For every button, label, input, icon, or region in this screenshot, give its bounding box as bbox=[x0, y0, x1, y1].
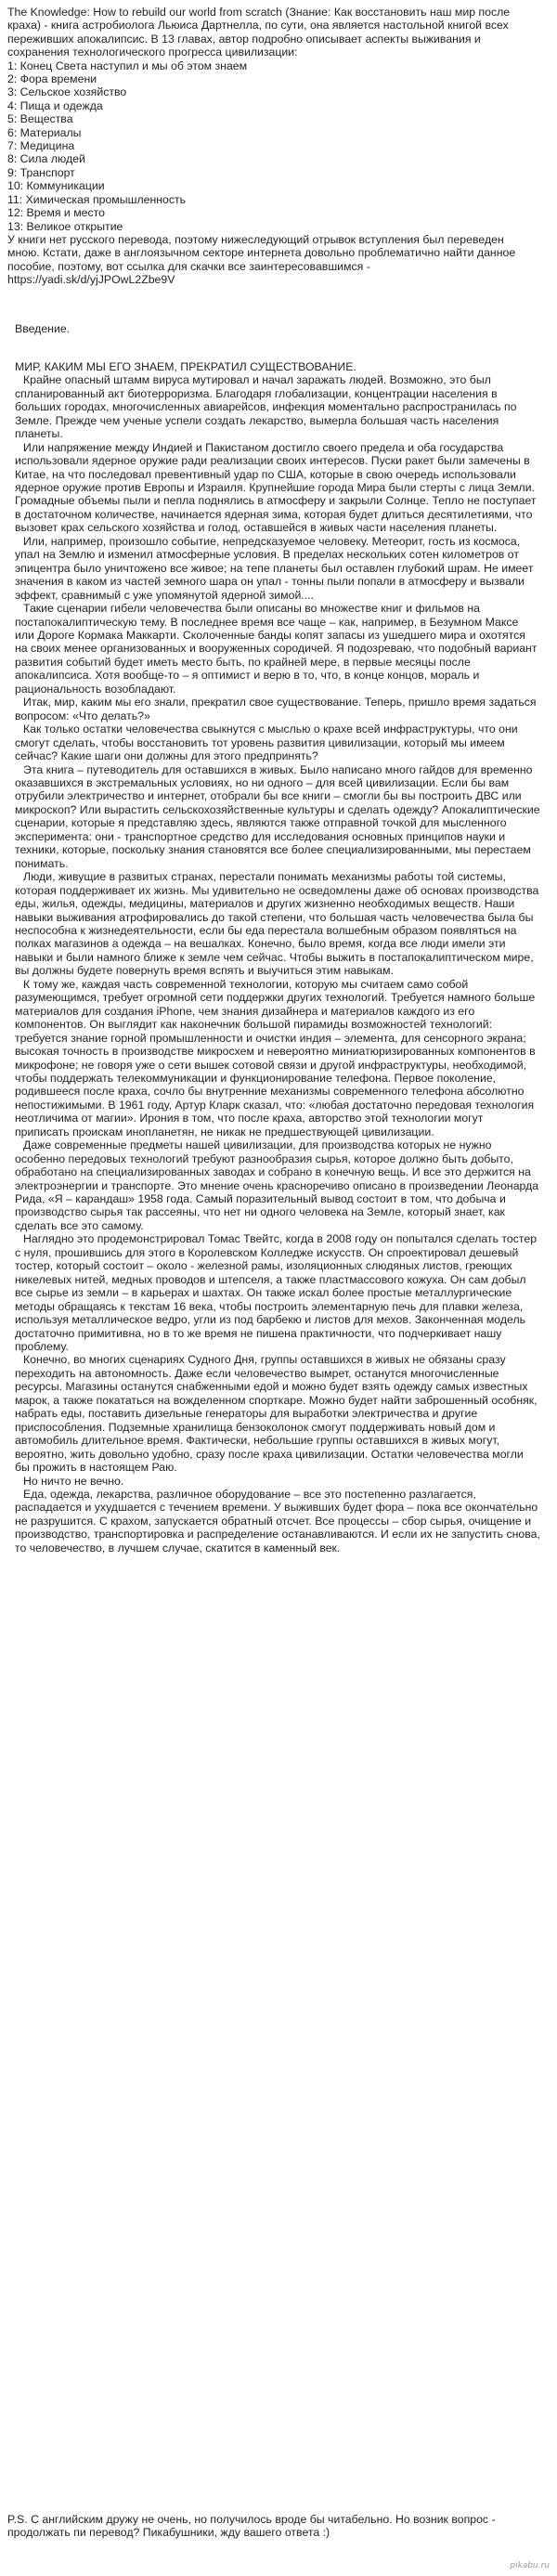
chapter-item: 9: Транспорт bbox=[7, 165, 75, 179]
article-paragraph: Конечно, во многих сценариях Судного Дня, группы оставшихся в живых не обязаны сразу переходить на автономность. Даже если человечество вымрет, останутся многочисленные ресурсы. Магазины останутся снабженными едой и можно будет взять одежду самых известных марок, а также покататься на вожделенном спорткаре. Можно будет найти заброшенный особняк, набрать еды, поставить дизельные генераторы для выработки электричества и другие приспособления. Подземные хранилища бензоколонок смогут поддерживать новый дом и автомобиль длительное время. Фактически, небольшие группы оставшихся в живых могут, вероятно, жить довольно удобно, сразу после краха цивилизации. Остатки человечества могли бы прожить в настоящем Раю. bbox=[15, 1353, 538, 1475]
chapter-item: 4: Пища и одежда bbox=[7, 98, 103, 112]
chapter-item: 12: Время и место bbox=[7, 206, 105, 220]
article-paragraph: Такие сценарии гибели человечества были описаны во множестве книг и фильмов на постапокалиптическую тему. В последнее время все чаще – как, например, в Безумном Максе или Дороге Кормака Маккарти. Сколоченные банды копят запасы из ушедшего мира и охотятся на своих менее организованных и вооруженных сородичей. Я подозреваю, что подобный вариант развития событий будет иметь место быть, по крайней мере, в первые месяцы после апокалипсиса. Хотя вообще-то – я оптимист и верю в то, что, в конце концов, мораль и рациональность возобладают. bbox=[15, 602, 538, 696]
article-body bbox=[7, 360, 540, 1555]
article-paragraph: Еда, одежда, лекарства, различное оборудование – все это постепенно разлагается, распадается и ухудшается с течением времени. У выживших будет фора – пока все окончательно не разрушится. С крахом, запускается обратный отсчет. Все процессы – сбор сырья, очищение и производство, транспортировка и распределение останавливаются. И если их не запустить снова, то человечество, в лучшем случае, скатится в каменный век. bbox=[15, 1488, 540, 1555]
article-paragraph: К тому же, каждая часть современной технологии, которую мы считаем само собой разумеющимся, требует огромной сети поддержки других технологий. Требуется намного больше материалов для создания iPhone, чем знания дизайнера и материалов каждого из его компонентов. Он выглядит как наконечник большой пирамиды возможностей технологий: требуется знание горной промышленности и очистки индия – элемента, для сенсорного экрана; высокая точность в производстве микросхем и невероятно миниатюризированных компонентов в микрофоне; не говоря уже о сети вышек сотовой связи и другой инфраструктуры, необходимой, чтобы поддержать телекоммуникации и функционирование телефона. Первое поколение, родившееся после краха, сочло бы внутренние механизмы современного телефона абсолютно непостижимыми. В 1961 году, Артур Кларк сказал, что: «любая достаточно передовая технология неотличима от магии». Ирония в том, что после краха, авторство этой технологии могут приписать проискам инопланетян, не никак не предшествующей цивилизации. bbox=[15, 977, 536, 1138]
section-subtitle: Введение. bbox=[15, 321, 71, 335]
article-paragraph: Или напряжение между Индией и Пакистаном достигло своего предела и оба государства использовали ядерное оружие ради реализации своих интересов. Пуски ракет были замечены в Китае, на что последовал превентивный удар по США, которые в свою очередь использовали ядерное оружие против Европы и Израиля. Крупнейшие города Мира были стерты с лица Земли. Громадные объемы пыли и пепла поднялись в атмосферу и закрыли Солнце. Тепло не поступает в достаточном количестве, начинается ядерная зима, которая будет длиться десятилетиями, что вызовет крах сельского хозяйства и голод, оставшейся в живых части населения планеты. bbox=[15, 440, 537, 535]
chapter-item: 5: Вещества bbox=[7, 112, 73, 126]
closing-note: P.S. С английским дружу не очень, но получилось вроде бы читабельно. Но возник вопрос - продолжать пи перевод? Пикабушники, жду вашего ответа :) bbox=[7, 2513, 496, 2540]
site-watermark: pikabu.ru bbox=[510, 2561, 550, 2570]
chapter-item: 3: Сельское хозяйство bbox=[7, 85, 127, 99]
translation-note: У книги нет русского перевода, поэтому нижеследующий отрывок вступления был переведен мною. Кстати, даже в англоязычном секторе интернета довольно проблематично найти данное пособие, поэтому, вот ссылка для скачки все заинтересовавшимся - https://yadi.sk/d/yjJPOwL2Zbe9V bbox=[7, 232, 516, 287]
section-heading: МИР, КАКИМ МЫ ЕГО ЗНАЕМ, ПРЕКРАТИЛ СУЩЕСТВОВАНИЕ. bbox=[15, 359, 356, 373]
intro-block bbox=[7, 6, 537, 287]
chapter-item: 6: Материалы bbox=[7, 125, 82, 139]
chapter-item: 7: Медицина bbox=[7, 139, 75, 153]
article-paragraph: Но ничто не вечно. bbox=[23, 1474, 124, 1488]
article-paragraph: Люди, живущие в развитых странах, перестали понимать механизмы работы той системы, которая поддерживает их жизнь. Мы удивительно не осведомлены даже об основах производства еды, жилья, одежды, медицины, материалов и других жизненно необходимых веществ. Наши навыки выживания атрофировались до такой степени, что большая часть человечества была бы неспособна к жизнедеятельности, если бы еда перестала волшебным образом появляться на полках магазинов а одежда – на вешалках. Конечно, было время, когда все люди имели эти навыки и были намного ближе к земле чем сейчас. Чтобы выжить в постапокалиптическом мире, вы должны будете повернуть время вспять и выучиться этим навыкам. bbox=[15, 870, 539, 978]
article-paragraph: Даже современные предметы нашей цивилизации, для производства которых не нужно особенно передовых технологий требуют разнообразия сырья, которое должно быть добыто, обработано на специализированных заводах и собрано в конечную вещь. И все это держится на электроэнергии и транспорте. Это мнение очень красноречиво описано в произведении Леонарда Рида, «Я – карандаш» 1958 года. Самый поразительный вывод состоит в том, что добыча и производство сырья так рассеяны, что нет ни одного человека на Земле, который знает, как сделать все это самому. bbox=[15, 1138, 539, 1232]
article-paragraph: Итак, мир, каким мы его знали, прекратил свое существование. Теперь, пришло время задаться вопросом: «Что делать?» bbox=[15, 696, 537, 722]
chapter-item: 13: Великое открытие bbox=[7, 219, 123, 233]
chapter-item: 2: Фора времени bbox=[7, 72, 97, 86]
article-paragraph: Или, например, произошло событие, непредсказуемое человеку. Метеорит, гость из космоса, упал на Землю и изменил атмосферные условия. В пределах нескольких сотен километров от эпицентра было уничтожено все живое; на тепе планеты был оставлен глубокий шрам. Не имеет значения в каком из частей земного шара он упал - тонны пыли попали в атмосферу и вызвали эффект, сравнимый с уже упомянутой ядерной зимой.... bbox=[15, 534, 534, 602]
chapter-item: 11: Химическая промышленность bbox=[7, 192, 187, 206]
article-paragraph: Как только остатки человечества свыкнутся с мыслью о крахе всей инфраструктуры, что они смогут сделать, чтобы восстановить тот уровень развития цивилизации, который мы имеем сейчас? Какие шаги они должны для этого предпринять? bbox=[15, 722, 518, 763]
article-paragraph: Крайне опасный штамм вируса мутировал и начал заражать людей. Возможно, это был спланированный акт биотерроризма. Благодаря глобализации, концентрации населения в больших городах, многочисленных авиарейсов, инфекция моментально распространилась по Земле. Прежде чем ученые успели создать лекарство, вымерла большая часть населения планеты. bbox=[15, 373, 517, 441]
chapter-item: 10: Коммуникации bbox=[7, 179, 105, 193]
intro-paragraph: The Knowledge: How to rebuild our world from scratch (Знание: Как восстановить наш мир после краха) - книга астробиолога Льюиса Дартнелла, по сути, она является настольной книгой всех переживших апокалипсис. В 13 главах, автор подробно описывает аспекты выживания и сохранения технологического прогресса цивилизации: bbox=[7, 6, 511, 59]
article-paragraph: Эта книга – путеводитель для оставшихся в живых. Было написано много гайдов для временно оказавшихся в экстремальных условиях, но ни одного – для всей цивилизации. Если бы вам отрубили электричество и интернет, отобрали бы все книги – смогли бы вы построить ДВС или микроскоп? Или вырастить сельскохозяйственные культуры и сделать одежду? Апокалиптические сценарии, которые я представляю здесь, являются также отправной точкой для мысленного эксперимента: они - транспортное средство для исследования основных принципов науки и техники, которые, поскольку знания становятся все более специализированными, мы перестаем понимать. bbox=[15, 762, 540, 870]
article-paragraph: Наглядно это продемонстрировал Томас Твейтс, когда в 2008 году он попытался сделать тостер с нуля, прошившись для этого в Королевском Колледже искусств. Он спроектировал дешевый тостер, который состоит – около - железной рамы, изоляционных слюдяных листов, греющих никелевых нитей, медных проводов и штепселя, а также пластмассового кожуха. Он сам добыл все сырье из земли – в карьерах и шахтах. Он также искал более простые металлургические методы обращаясь к текстам 16 века, чтобы построить элементарную печь для плавки железа, используя металлическое ведро, угли из под барбекю и листов для мехов. Законченная модель достаточно примитивна, но в то же время не пишена практичности, что подчеркивает нашу проблему. bbox=[15, 1232, 538, 1354]
chapter-item: 1: Конец Света наступил и мы об этом знаем bbox=[7, 59, 248, 72]
chapter-item: 8: Сила людей bbox=[7, 152, 85, 166]
